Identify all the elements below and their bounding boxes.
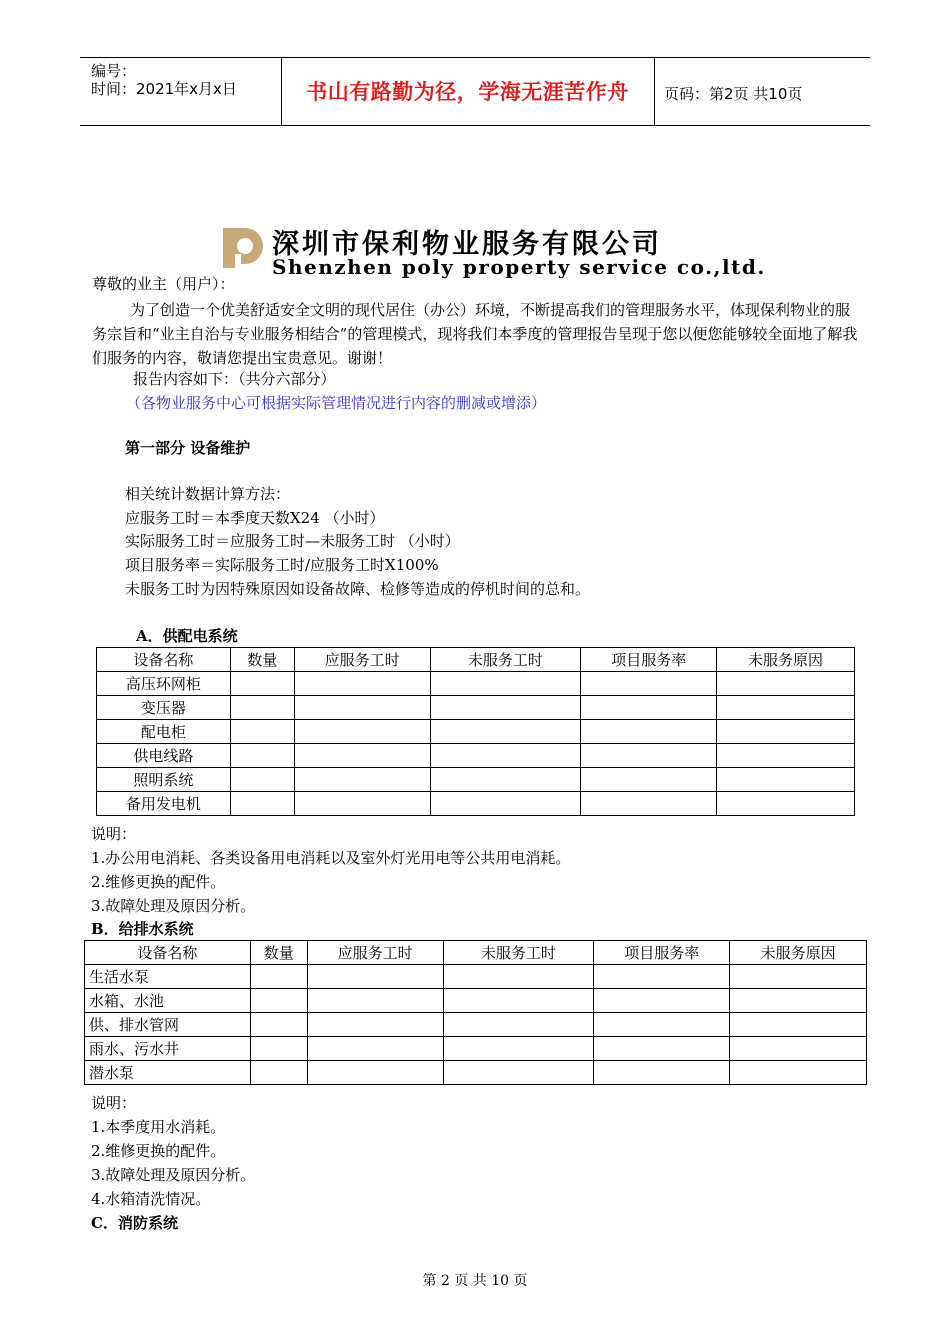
report-line: 报告内容如下：（共分六部分） (133, 370, 336, 388)
table-row (97, 768, 855, 792)
editor-note: （各物业服务中心可根据实际管理情况进行内容的删减或增添） (126, 394, 547, 412)
table-header-row (85, 941, 867, 965)
table-row (97, 672, 855, 696)
table-header-row (97, 648, 855, 672)
equipment-name: 配电柜 (97, 720, 231, 744)
intro-paragraph: 为了创造一个优美舒适安全文明的现代居住（办公）环境，不断提高我们的管理服务水平，体现保利物业的服务宗旨和“业主自治与专业服务相结合”的管理模式，现将我们本季度的管理报告呈现于您以便您能够较全面地了解我们服务的内容，敬请您提出宝贵意见。谢谢！ (92, 301, 858, 367)
formula-line: 应服务工时＝本季度天数X24 （小时） (125, 509, 385, 527)
formula-line: 项目服务率＝实际服务工时/应服务工时X100% (125, 556, 439, 574)
equipment-name: 潜水泵 (85, 1061, 251, 1085)
equipment-name: 供、排水管网 (85, 1013, 251, 1037)
notes-title: 说明： (91, 825, 137, 843)
formula-line: 未服务工时为因特殊原因如设备故障、检修等造成的停机时间的总和。 (125, 580, 591, 598)
note-item: 2.维修更换的配件。 (91, 873, 226, 891)
equipment-name: 生活水泵 (85, 965, 251, 989)
calc-title: 相关统计数据计算方法： (125, 485, 291, 503)
column-header: 数量 (250, 941, 307, 965)
note-item: 1.办公用电消耗、各类设备用电消耗以及室外灯光用电等公共用电消耗。 (91, 849, 571, 867)
header-number-label: 编号： (91, 62, 137, 80)
header-motto: 书山有路勤为径，学海无涯苦作舟 (306, 80, 629, 104)
header-top-rule (80, 57, 870, 58)
table-row (97, 696, 855, 720)
water-supply-table (84, 940, 867, 1085)
column-header: 设备名称 (85, 941, 251, 965)
equipment-name: 变压器 (97, 696, 231, 720)
greeting: 尊敬的业主（用户）： (92, 275, 235, 293)
equipment-name: 供电线路 (97, 744, 231, 768)
column-header: 数量 (230, 648, 294, 672)
header-divider (654, 57, 655, 125)
part1-title: 第一部分 设备维护 (125, 439, 251, 457)
equipment-name: 雨水、污水井 (85, 1037, 251, 1061)
column-header: 应服务工时 (294, 648, 430, 672)
header-page-label: 页码：第2页 共10页 (664, 85, 803, 103)
section-a-title: A．供配电系统 (136, 627, 238, 645)
equipment-name: 照明系统 (97, 768, 231, 792)
power-supply-table (96, 647, 855, 816)
page-footer: 第 2 页 共 10 页 (422, 1273, 528, 1289)
column-header: 未服务原因 (730, 941, 867, 965)
equipment-name: 高压环网柜 (97, 672, 231, 696)
column-header: 未服务工时 (443, 941, 594, 965)
table-row (97, 744, 855, 768)
table-row (85, 1037, 867, 1061)
section-b-title: B．给排水系统 (91, 920, 194, 938)
logo-company-name-en: Shenzhen poly property service co.,ltd. (272, 255, 766, 279)
table-row (97, 720, 855, 744)
equipment-name: 水箱、水池 (85, 989, 251, 1013)
table-row (97, 792, 855, 816)
note-item: 3.故障处理及原因分析。 (91, 1166, 256, 1184)
section-c-title: C．消防系统 (91, 1214, 178, 1232)
table-row (85, 989, 867, 1013)
column-header: 设备名称 (97, 648, 231, 672)
table-row (85, 965, 867, 989)
notes-title: 说明： (91, 1094, 137, 1112)
poly-logo-icon (219, 224, 267, 272)
note-item: 2.维修更换的配件。 (91, 1142, 226, 1160)
column-header: 应服务工时 (307, 941, 443, 965)
header-bottom-rule (80, 125, 870, 126)
header-time-label: 时间：2021年x月x日 (91, 80, 237, 98)
equipment-name: 备用发电机 (97, 792, 231, 816)
note-item: 3.故障处理及原因分析。 (91, 897, 256, 915)
note-item: 1.本季度用水消耗。 (91, 1118, 226, 1136)
column-header: 项目服务率 (581, 648, 717, 672)
table-row (85, 1013, 867, 1037)
formula-line: 实际服务工时＝应服务工时—未服务工时 （小时） (125, 532, 460, 550)
table-row (85, 1061, 867, 1085)
column-header: 未服务原因 (717, 648, 855, 672)
note-item: 4.水箱清洗情况。 (91, 1190, 211, 1208)
logo-company-name-cn: 深圳市保利物业服务有限公司 (272, 229, 662, 260)
column-header: 项目服务率 (594, 941, 730, 965)
column-header: 未服务工时 (430, 648, 581, 672)
